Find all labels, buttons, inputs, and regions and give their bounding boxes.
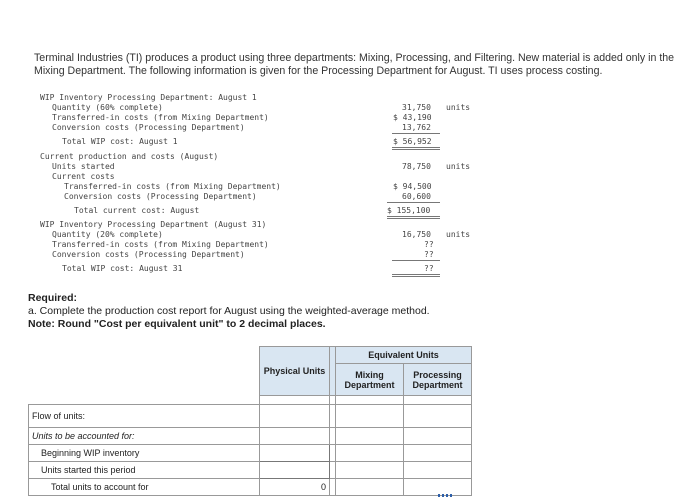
row-label: Total units to account for bbox=[29, 479, 260, 496]
total-units-value: 0 bbox=[260, 479, 330, 496]
required-heading: Required: bbox=[28, 292, 78, 304]
table-row bbox=[29, 462, 472, 479]
data-row-value: ?? bbox=[424, 264, 434, 273]
data-row-label: Conversion costs (Processing Department) bbox=[64, 192, 257, 201]
data-row-label: Current costs bbox=[52, 172, 115, 181]
units-started-physical-input[interactable] bbox=[260, 462, 330, 479]
data-row-value: 13,762 bbox=[402, 123, 431, 132]
data-row-label: Transferred-in costs (from Mixing Department) bbox=[52, 240, 269, 249]
data-row-unit: units bbox=[446, 103, 471, 112]
data-row-value: $ 94,500 bbox=[393, 182, 432, 191]
data-row-label: WIP Inventory Processing Department (August 31) bbox=[40, 220, 267, 229]
report-header-row bbox=[29, 347, 472, 364]
col-equivalent-units: Equivalent Units bbox=[336, 347, 472, 364]
row-label: Beginning WIP inventory bbox=[29, 445, 260, 462]
col-processing-department: Processing Department bbox=[404, 364, 472, 396]
table-row bbox=[29, 405, 472, 428]
row-label: Units started this period bbox=[29, 462, 260, 479]
data-row-label: Transferred-in costs (from Mixing Department) bbox=[52, 113, 269, 122]
data-row-label: Conversion costs (Processing Department) bbox=[52, 250, 245, 259]
required-section bbox=[28, 292, 430, 331]
data-row-value: ?? bbox=[424, 240, 434, 249]
col-physical-units: Physical Units bbox=[260, 347, 330, 396]
required-note: Note: Round "Cost per equivalent unit" to 2 decimal places. bbox=[28, 318, 326, 330]
problem-intro: Terminal Industries (TI) produces a product using three departments: Mixing, Processing, and Filtering. New material is added only in the Mixing Department. The following information is given for the Processing Department for August. TI uses process costing. bbox=[34, 52, 675, 77]
data-row-value: 16,750 bbox=[402, 230, 431, 239]
required-task: a. Complete the production cost report for August using the weighted-average method. bbox=[28, 305, 430, 317]
underline bbox=[392, 133, 440, 134]
col-mixing-department: Mixing Department bbox=[336, 364, 404, 396]
double-underline bbox=[387, 216, 440, 219]
data-row-label: Total current cost: August bbox=[74, 206, 200, 215]
data-row-label: Quantity (60% complete) bbox=[52, 103, 163, 112]
table-row bbox=[29, 428, 472, 445]
beginning-wip-physical-input[interactable] bbox=[260, 445, 330, 462]
data-row-label: Transferred-in costs (from Mixing Department) bbox=[64, 182, 281, 191]
data-row-label: Current production and costs (August) bbox=[40, 152, 219, 161]
production-cost-report bbox=[28, 346, 472, 496]
underline bbox=[387, 202, 440, 203]
double-underline bbox=[392, 274, 440, 277]
data-row-label: Units started bbox=[52, 162, 115, 171]
data-row-value: ?? bbox=[424, 250, 434, 259]
data-row-value: 60,600 bbox=[402, 192, 431, 201]
data-row-label: Conversion costs (Processing Department) bbox=[52, 123, 245, 132]
row-label: Units to be accounted for: bbox=[29, 428, 260, 445]
data-row-label: WIP Inventory Processing Department: August 1 bbox=[40, 93, 257, 102]
table-row bbox=[29, 479, 472, 496]
table-row bbox=[29, 445, 472, 462]
data-row-unit: units bbox=[446, 230, 471, 239]
data-row-value: 31,750 bbox=[402, 103, 431, 112]
data-row-value: 78,750 bbox=[402, 162, 431, 171]
underline bbox=[392, 260, 440, 261]
data-row-value: $ 155,100 bbox=[387, 206, 431, 215]
data-row-unit: units bbox=[446, 162, 471, 171]
row-label: Flow of units: bbox=[29, 405, 260, 428]
report-subheader-row bbox=[29, 364, 472, 380]
double-underline bbox=[392, 147, 440, 150]
data-row-label: Total WIP cost: August 1 bbox=[62, 137, 178, 146]
data-row-value: $ 43,190 bbox=[393, 113, 432, 122]
data-row-value: $ 56,952 bbox=[393, 137, 432, 146]
data-row-label: Quantity (20% complete) bbox=[52, 230, 163, 239]
data-row-label: Total WIP cost: August 31 bbox=[62, 264, 183, 273]
more-indicator bbox=[438, 494, 452, 497]
